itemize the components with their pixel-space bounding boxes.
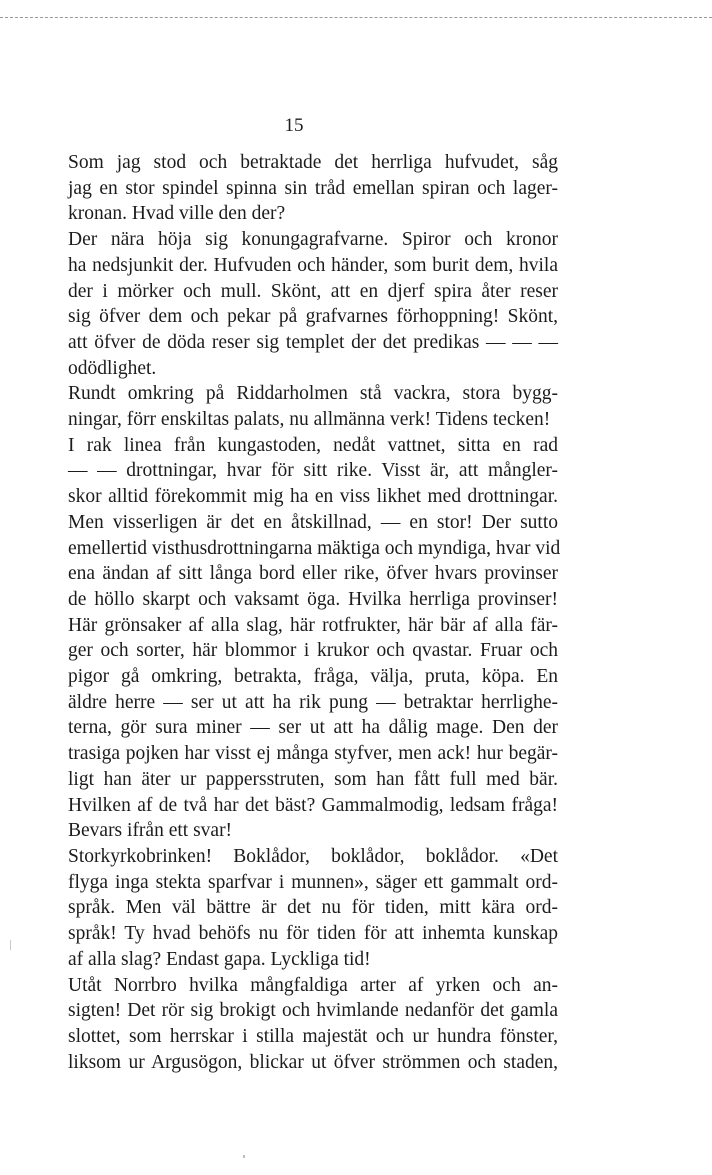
text-line: att öfver de döda reser sig templet der det predikas — — — <box>68 331 558 353</box>
text-line: — — drottningar, hvar för sitt rike. Visst är, att mångler- <box>68 460 558 482</box>
text-line: kronan. Hvad ville den der? <box>68 203 286 225</box>
text-line: språk. Men väl bättre är det nu för tiden, mitt kära ord- <box>68 897 558 919</box>
text-line: sig öfver dem och pekar på grafvarnes förhoppning! Skönt, <box>68 306 558 328</box>
text-line: äldre herre — ser ut att ha rik pung — betraktar herrlighe- <box>68 691 558 713</box>
page-body-text <box>20 150 561 1075</box>
stray-mark <box>243 1155 245 1158</box>
text-line: Der nära höja sig konungagrafvarne. Spiror och kronor <box>68 229 558 251</box>
text-line: liksom ur Argusögon, blickar ut öfver strömmen och staden, <box>68 1051 558 1073</box>
text-line: sigten! Det rör sig brokigt och hvimlande nedanför det gamla <box>68 1000 558 1022</box>
text-line: ligt han äter ur pappersstruten, som han fått full med bär. <box>68 768 558 790</box>
text-line: de höllo skarpt och vaksamt öga. Hvilka herrliga provinser! <box>68 588 558 610</box>
text-line: odödlighet. <box>68 357 157 379</box>
text-line: Hvilken af de två har det bäst? Gammalmodig, ledsam fråga! <box>68 794 558 816</box>
text-line: skor alltid förekommit mig ha en viss likhet med drottningar. <box>68 486 558 508</box>
text-line: Storkyrkobrinken! Boklådor, boklådor, boklådor. «Det <box>68 845 558 867</box>
text-line: I rak linea från kungastoden, nedåt vattnet, sitta en rad <box>68 434 558 456</box>
paragraph <box>20 227 558 381</box>
paragraph <box>20 433 561 844</box>
text-line: Utåt Norrbro hvilka mångfaldiga arter af yrken och an- <box>68 974 558 996</box>
text-line: Men visserligen är det en åtskillnad, — en stor! Der sutto <box>68 511 558 533</box>
text-line: Bevars ifrån ett svar! <box>68 820 233 842</box>
text-line: jag en stor spindel spinna sin tråd emellan spiran och lager- <box>68 177 558 199</box>
text-line: ningar, förr enskiltas palats, nu allmänna verk! Tidens tecken! <box>68 409 551 431</box>
text-line: ger och sorter, här blommor i krukor och qvastar. Fruar och <box>68 640 558 662</box>
text-line: ha nedsjunkit der. Hufvuden och händer, som burit dem, hvila <box>68 254 558 276</box>
text-line: Rundt omkring på Riddarholmen stå vackra, stora bygg- <box>68 383 558 405</box>
text-line: af alla slag? Endast gapa. Lyckliga tid! <box>68 948 371 970</box>
text-line: ena ändan af sitt långa bord eller rike, öfver hvars provinser <box>68 563 558 585</box>
text-line: flyga inga stekta sparfvar i munnen», säger ett gammalt ord- <box>68 871 558 893</box>
paragraph <box>20 844 558 973</box>
page-top-rule <box>0 17 712 18</box>
text-line: Här grönsaker af alla slag, här rotfrukter, här bär af alla fär- <box>68 614 558 636</box>
text-line: Som jag stod och betraktade det herrliga hufvudet, såg <box>68 152 558 173</box>
text-line: terna, gör sura miner — ser ut att ha dålig mage. Den der <box>68 717 558 739</box>
text-line: emellertid visthusdrottningarna mäktiga och myndiga, hvar vid <box>68 537 561 559</box>
text-line: pigor gå omkring, betrakta, fråga, välja, pruta, köpa. En <box>68 666 558 688</box>
paragraph <box>20 150 558 227</box>
text-line: trasiga pojken har visst ej många styfver, men ack! hur begär- <box>68 743 558 765</box>
margin-mark <box>10 940 11 950</box>
page-number: 15 <box>284 115 304 136</box>
text-line: språk! Ty hvad behöfs nu för tiden för att inhemta kunskap <box>68 923 558 945</box>
paragraph <box>20 973 558 1076</box>
text-line: slottet, som herrskar i stilla majestät och ur hundra fönster, <box>68 1025 558 1047</box>
paragraph <box>20 381 558 432</box>
text-line: der i mörker och mull. Skönt, att en djerf spira åter reser <box>68 280 558 302</box>
